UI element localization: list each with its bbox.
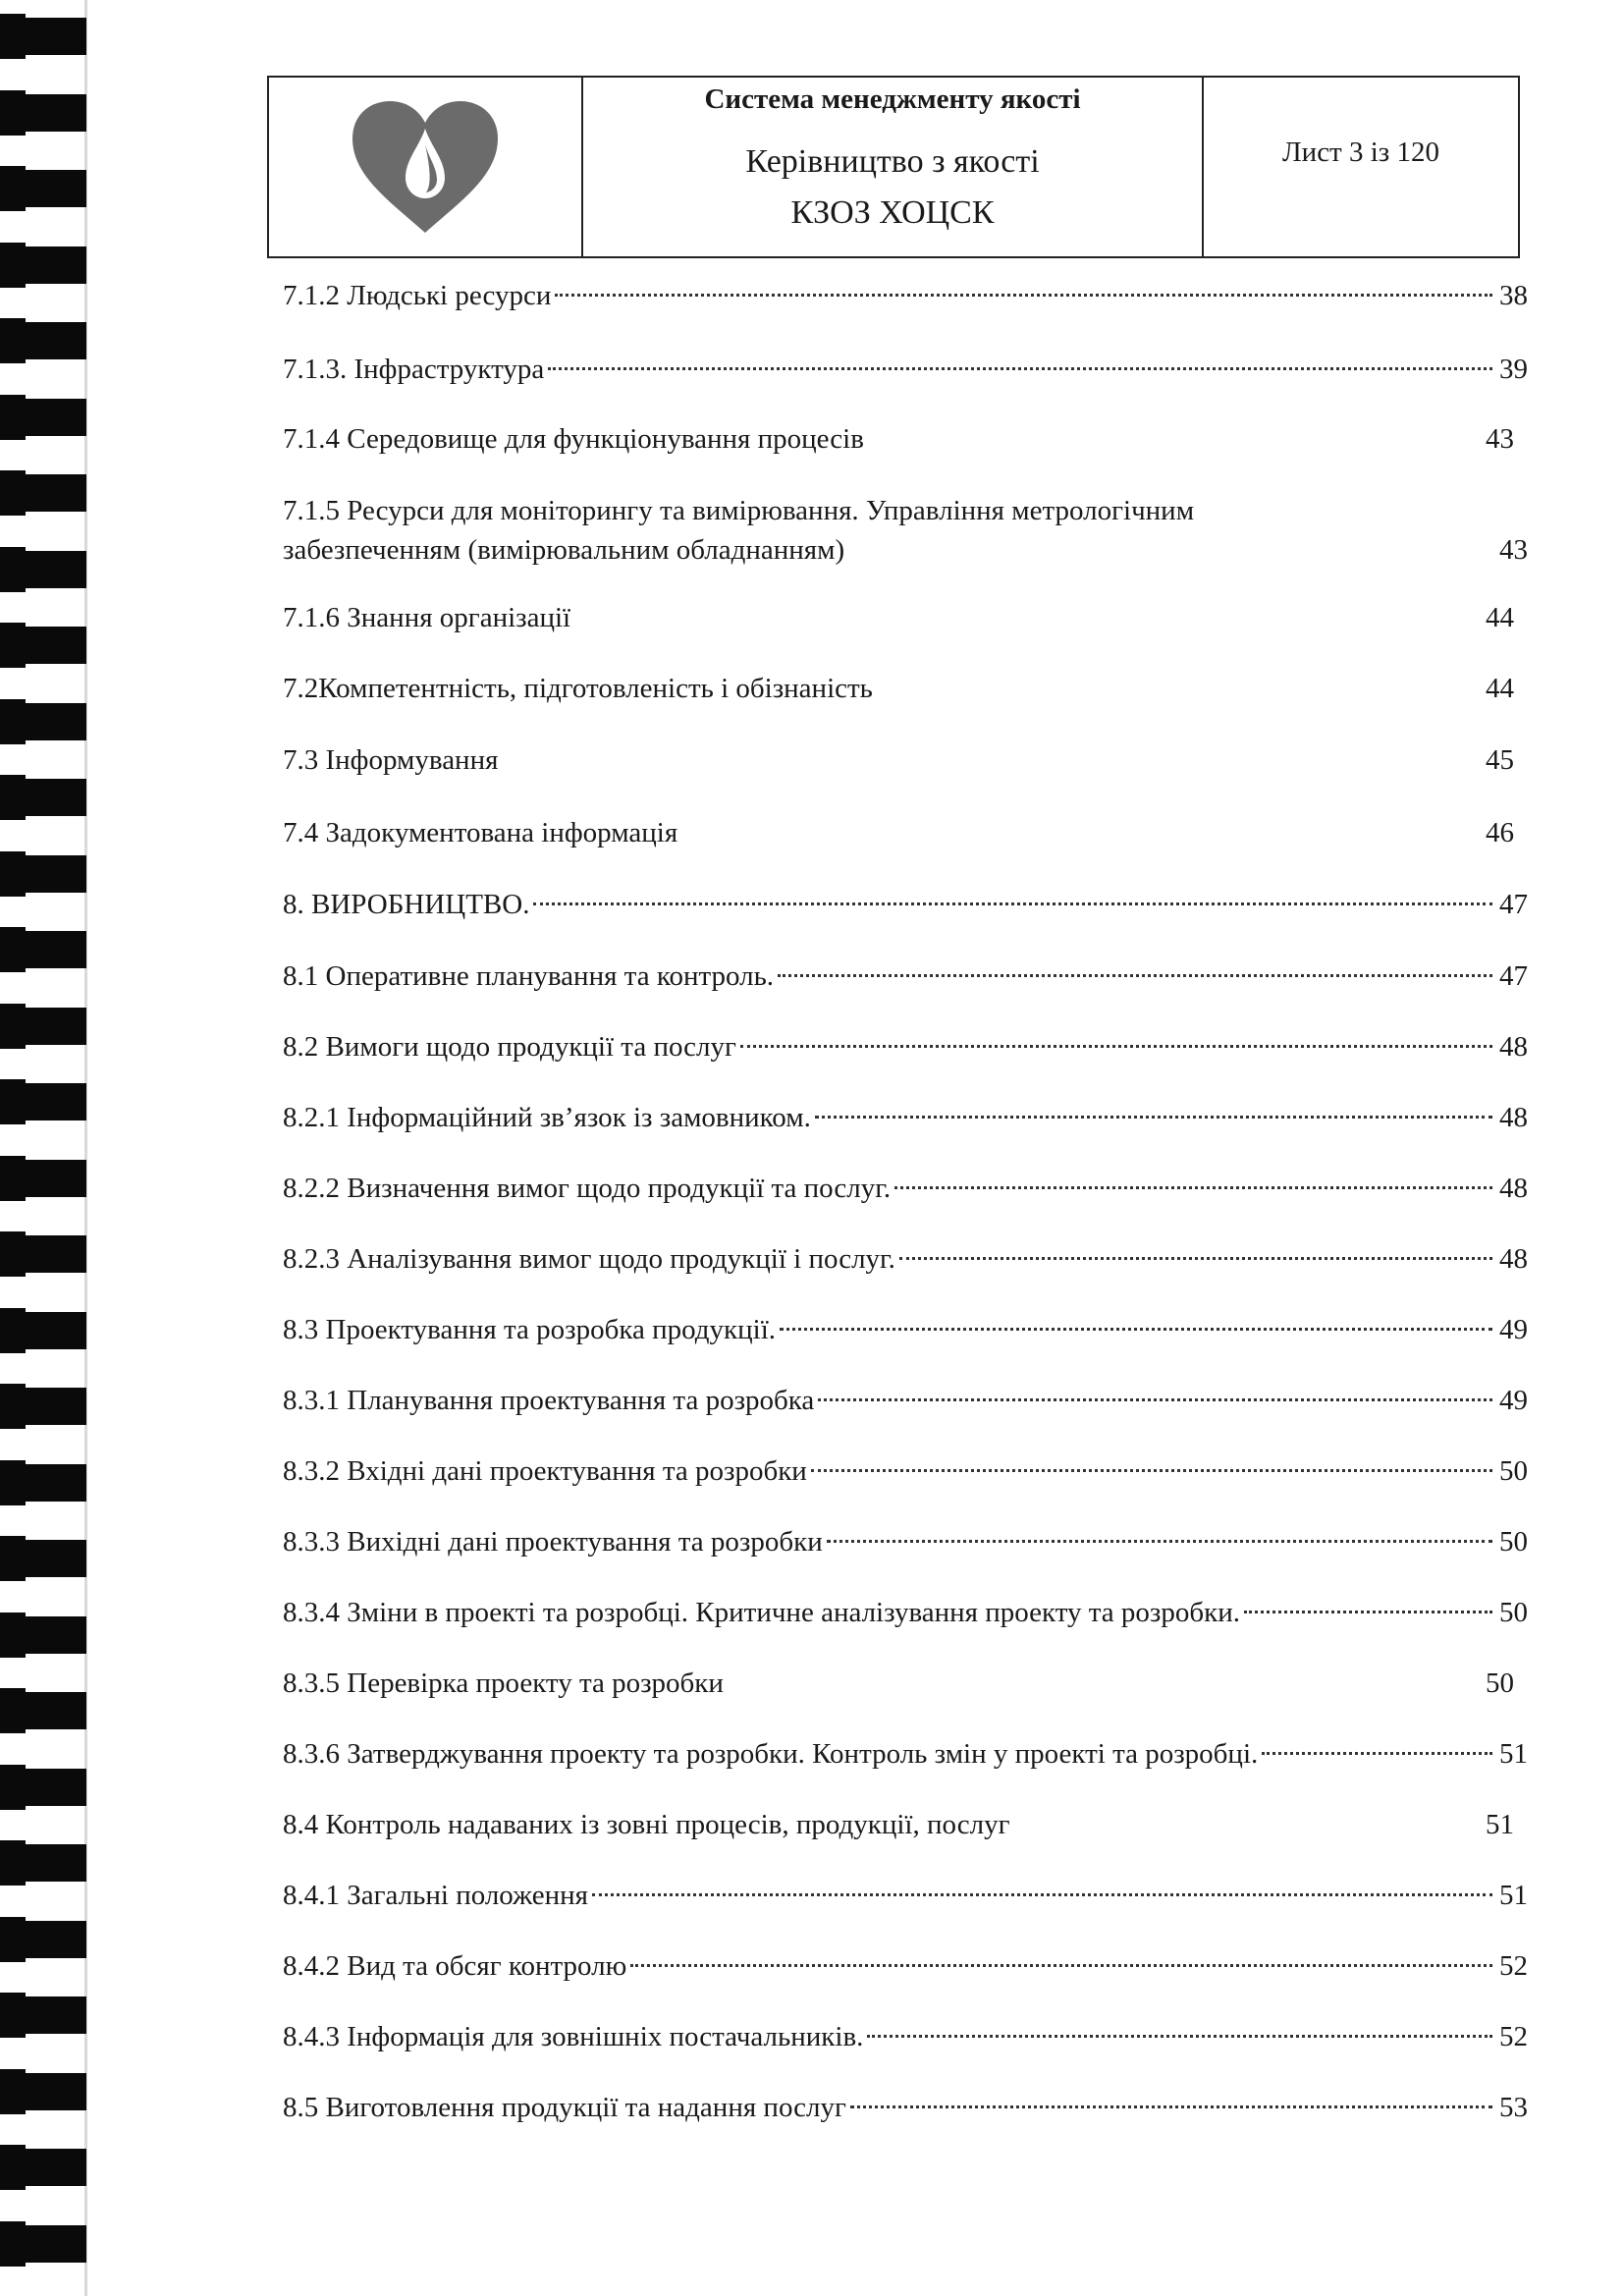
- toc-entry-title: 8.4.3 Інформація для зовнішніх постачальників.: [283, 2021, 864, 2052]
- organization-title: КЗОЗ ХОЦСК: [790, 194, 995, 231]
- toc-entry-title: 8.2.2 Визначення вимог щодо продукції та послуг.: [283, 1173, 892, 1204]
- dot-leader: [778, 974, 1492, 977]
- toc-entry: [283, 1593, 1528, 1632]
- toc-entry-page: 51: [1499, 1880, 1528, 1911]
- toc-entry-page: 48: [1499, 1102, 1528, 1133]
- binding-ring: [0, 1083, 86, 1121]
- toc-entry-title: 8.2.1 Інформаційний зв’язок із замовником.: [283, 1102, 811, 1133]
- dot-leader: [815, 1116, 1492, 1119]
- dot-leader: [1262, 1752, 1492, 1755]
- toc-entry: [283, 1310, 1528, 1349]
- dot-leader: [780, 1328, 1492, 1331]
- dot-leader: [899, 1257, 1492, 1260]
- binding-ring: [0, 399, 86, 436]
- toc-entry-page: 43: [1486, 423, 1514, 455]
- toc-entry-page: 43: [1499, 534, 1528, 566]
- binding-ring: [0, 855, 86, 893]
- dot-leader: [740, 1045, 1492, 1048]
- binding-ring: [0, 2073, 86, 2110]
- binding-ring: [0, 779, 86, 816]
- binding-ring: [0, 1388, 86, 1425]
- binding-ring: [0, 931, 86, 968]
- dot-leader: [1244, 1611, 1492, 1613]
- binding-ring: [0, 1692, 86, 1729]
- binding-ring: [0, 322, 86, 359]
- toc-entry: [283, 598, 1528, 637]
- dot-leader: [555, 294, 1492, 297]
- binding-ring: [0, 1464, 86, 1502]
- dot-leader: [592, 1893, 1492, 1896]
- toc-entry-title: 7.1.3. Інфраструктура: [283, 354, 545, 385]
- toc-entry-title: 7.2Компетентність, підготовленість і обізнаність: [283, 673, 873, 704]
- toc-entry: [283, 1946, 1528, 1986]
- dot-leader: [818, 1398, 1492, 1401]
- dot-leader: [533, 902, 1492, 905]
- toc-entry: [283, 2017, 1528, 2056]
- dot-leader: [630, 1964, 1492, 1967]
- toc-entry-title: 7.1.5 Ресурси для моніторингу та вимірювання. Управління метрологічним: [283, 495, 1195, 526]
- toc-entry-page: 52: [1499, 2021, 1528, 2052]
- binding-ring: [0, 2225, 86, 2263]
- toc-entry-title: 8.2.3 Аналізування вимог щодо продукції і послуг.: [283, 1243, 895, 1275]
- toc-entry: [283, 1876, 1528, 1915]
- binding-ring: [0, 1769, 86, 1806]
- toc-entry-title: 8.3.6 Затверджування проекту та розробки. Контроль змін у проекті та розробці.: [283, 1738, 1259, 1770]
- toc-entry: [283, 1734, 1528, 1774]
- toc-entry: [283, 740, 1528, 780]
- binding-ring: [0, 1921, 86, 1958]
- binding-ring: [0, 703, 86, 740]
- toc-entry-title: 8.4 Контроль надаваних із зовні процесів, продукції, послуг: [283, 1809, 1010, 1840]
- document-header: [267, 76, 1520, 258]
- toc-entry-page: 49: [1499, 1385, 1528, 1416]
- toc-entry-page: 50: [1499, 1597, 1528, 1628]
- toc-entry-title: 7.1.6 Знання організації: [283, 602, 571, 633]
- document-title: Керівництво з якості: [745, 143, 1040, 180]
- toc-entry-title: 8.3.1 Планування проектування та розробка: [283, 1385, 815, 1416]
- toc-entry-page: 48: [1499, 1031, 1528, 1063]
- binding-ring: [0, 18, 86, 55]
- toc-entry: [283, 813, 1528, 852]
- binding-ring: [0, 1008, 86, 1045]
- toc-entry-title: 8.1 Оперативне планування та контроль.: [283, 960, 775, 992]
- toc-entry: [283, 1027, 1528, 1066]
- toc-entry-page: 44: [1486, 602, 1514, 633]
- toc-entry-title: 8.3.5 Перевірка проекту та розробки: [283, 1667, 724, 1699]
- toc-entry: [283, 1381, 1528, 1420]
- binding-ring: [0, 1160, 86, 1197]
- title-cell: [583, 78, 1204, 256]
- toc-entry-page: 51: [1486, 1809, 1514, 1840]
- binding-ring: [0, 627, 86, 664]
- toc-entry: [283, 1451, 1528, 1491]
- toc-entry: [283, 1239, 1528, 1279]
- logo-cell: [269, 78, 583, 256]
- toc-entry-title: 8.3.2 Вхідні дані проектування та розробки: [283, 1455, 807, 1487]
- toc-entry-page: 44: [1486, 673, 1514, 704]
- toc-entry: [283, 276, 1528, 315]
- toc-entry-page: 50: [1499, 1455, 1528, 1487]
- toc-entry-title-continued: забезпеченням (вимірювальним обладнанням): [283, 534, 845, 566]
- toc-entry-title: 7.1.2 Людські ресурси: [283, 280, 552, 311]
- system-title: Система менеджменту якості: [704, 83, 1081, 115]
- toc-entry-title: 8. ВИРОБНИЦТВО.: [283, 889, 530, 920]
- toc-entry: [283, 1169, 1528, 1208]
- toc-entry-title: 7.3 Інформування: [283, 744, 499, 776]
- binding-ring: [0, 170, 86, 207]
- dot-leader: [867, 2035, 1492, 2038]
- binding-ring: [0, 1312, 86, 1349]
- binding-ring: [0, 1616, 86, 1654]
- toc-entry-page: 51: [1499, 1738, 1528, 1770]
- toc-entry-title: 8.4.2 Вид та обсяг контролю: [283, 1950, 627, 1982]
- binding-ring: [0, 474, 86, 512]
- toc-entry: [283, 1664, 1528, 1703]
- toc-entry-page: 48: [1499, 1173, 1528, 1204]
- binding-ring: [0, 551, 86, 588]
- toc-entry: [283, 669, 1528, 708]
- binding-ring: [0, 1996, 86, 2034]
- toc-entry-page: 38: [1499, 280, 1528, 311]
- binding-ring: [0, 2149, 86, 2186]
- toc-entry: [283, 885, 1528, 924]
- toc-entry-title: 8.2 Вимоги щодо продукції та послуг: [283, 1031, 736, 1063]
- toc-entry-page: 53: [1499, 2092, 1528, 2123]
- dot-leader: [894, 1186, 1492, 1189]
- toc-entry: [283, 1522, 1528, 1561]
- toc-entry: [283, 350, 1528, 389]
- spiral-binding: [0, 0, 93, 2296]
- toc-entry-title: 7.1.4 Середовище для функціонування процесів: [283, 423, 864, 455]
- toc-entry-title: 7.4 Задокументована інформація: [283, 817, 678, 848]
- toc-entry: [283, 1805, 1528, 1844]
- toc-entry-title: 8.5 Виготовлення продукції та надання послуг: [283, 2092, 846, 2123]
- dot-leader: [850, 2105, 1492, 2108]
- binding-ring: [0, 94, 86, 132]
- toc-entry-page: 52: [1499, 1950, 1528, 1982]
- dot-leader: [811, 1469, 1492, 1472]
- toc-entry-page: 50: [1486, 1667, 1514, 1699]
- binding-ring: [0, 1540, 86, 1577]
- toc-entry-title: 8.3.3 Вихідні дані проектування та розробки: [283, 1526, 823, 1558]
- toc-entry-page: 47: [1499, 960, 1528, 992]
- binding-ring: [0, 246, 86, 284]
- dot-leader: [827, 1540, 1492, 1543]
- toc-entry: [283, 1098, 1528, 1137]
- toc-entry: [283, 491, 1528, 570]
- toc-entry-page: 46: [1486, 817, 1514, 848]
- toc-entry: [283, 419, 1528, 459]
- dot-leader: [548, 367, 1492, 370]
- toc-entry-title: 8.3.4 Зміни в проекті та розробці. Критичне аналізування проекту та розробки.: [283, 1597, 1240, 1628]
- sheet-number: Лист 3 із 120: [1282, 136, 1439, 168]
- toc-entry: [283, 957, 1528, 996]
- toc-entry-page: 48: [1499, 1243, 1528, 1275]
- toc-entry-page: 47: [1499, 889, 1528, 920]
- toc-entry-page: 45: [1486, 744, 1514, 776]
- binding-ring: [0, 1844, 86, 1882]
- toc-entry-page: 49: [1499, 1314, 1528, 1345]
- toc-entry-page: 39: [1499, 354, 1528, 385]
- toc-entry-page: 50: [1499, 1526, 1528, 1558]
- toc-entry-title: 8.3 Проектування та розробка продукції.: [283, 1314, 777, 1345]
- sheet-cell: [1204, 78, 1518, 256]
- toc-entry-title: 8.4.1 Загальні положення: [283, 1880, 588, 1911]
- heart-drop-logo-icon: [351, 99, 500, 235]
- toc-entry: [283, 2088, 1528, 2127]
- binding-ring: [0, 1235, 86, 1273]
